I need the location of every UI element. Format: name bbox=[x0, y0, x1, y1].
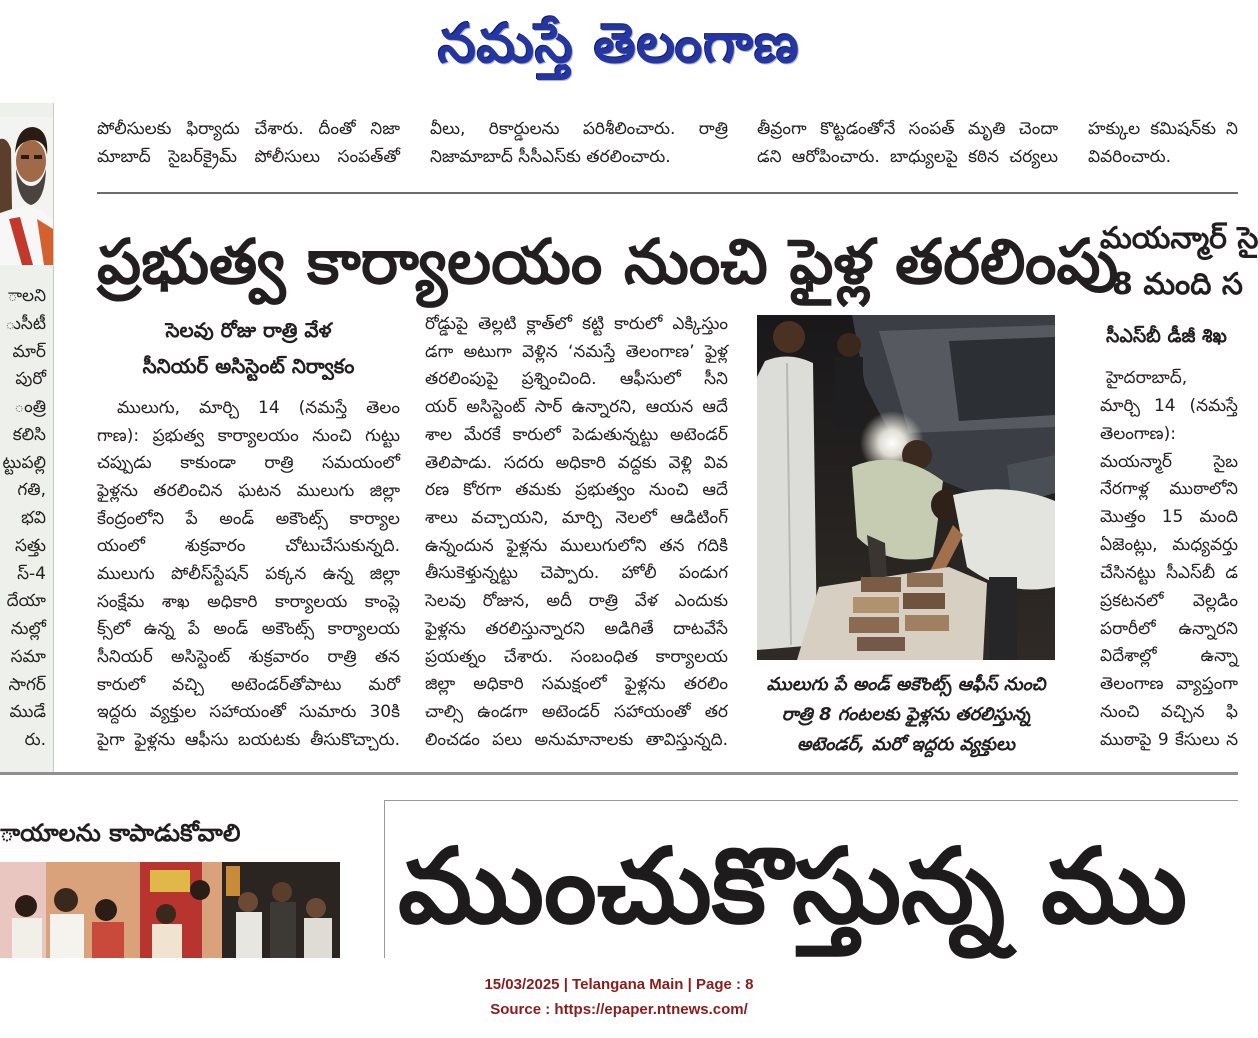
article-line: ఇద్దరు వ్యక్తుల సహాయంతో సుమారు 30కి bbox=[97, 702, 400, 723]
source-url: Source : https://epaper.ntnews.com/ bbox=[490, 1001, 748, 1018]
article-line: చేసినట్టు సీఎస్‌బీ డ bbox=[1100, 562, 1238, 583]
article-line: స్-4 bbox=[17, 563, 46, 584]
article-line: నేరగాళ్ల ముఠాలోని bbox=[1100, 479, 1238, 500]
article-line: ములుగు పోలీస్‌స్టేషన్ పక్కన ఉన్న జిల్లా bbox=[97, 563, 400, 584]
article-line: గతి, bbox=[17, 480, 46, 501]
article-line: శాలు వచ్చాయని, మార్చి నెలలో ఆడిటింగ్ bbox=[425, 508, 728, 529]
article-line: ముఠాపై 9 కేసులు న bbox=[1100, 729, 1238, 750]
article-line: పరారీలో ఉన్నారని bbox=[1100, 618, 1238, 639]
article-column-2 bbox=[425, 311, 728, 755]
dateline: హైదరాబాద్, bbox=[1106, 368, 1188, 388]
sub-headline-line: సీనియర్ అసిస్టెంట్ నిర్వాకం bbox=[142, 354, 355, 378]
top-strip-column-4 bbox=[1088, 115, 1238, 171]
article-line: నుంచి వచ్చిన ఫి bbox=[1100, 702, 1238, 723]
top-strip-column-3 bbox=[757, 115, 1058, 171]
article-line: ప్రయత్నం చేశారు. సంబంధిత కార్యాలయ bbox=[425, 646, 728, 667]
article-line: ఫైళ్లను తరలిస్తున్నారని అడిగితే దాటవేసే bbox=[425, 618, 728, 639]
portrait-photo bbox=[0, 117, 53, 265]
photo-caption-line: ములుగు పే అండ్ అకౌంట్స్ ఆఫీస్ నుంచి bbox=[766, 674, 1046, 695]
article-line: హక్కుల కమిషన్‌కు ని bbox=[1088, 119, 1238, 139]
article-line: ంత్రి bbox=[14, 397, 46, 417]
section-divider bbox=[97, 192, 1238, 194]
article-line: విదేశాల్లో ఉన్నా bbox=[1100, 646, 1238, 667]
article-line: సంక్షేమ శాఖ అధికారి కార్యాలయ కాంప్లె bbox=[97, 591, 400, 612]
article-line: వీలు, రికార్డులను పరిశీలించారు. రాత్రి bbox=[430, 119, 728, 139]
article-line: మాబాద్ సైబర్‌క్రైమ్ పోలీసులు సంపత్‌తో bbox=[97, 147, 400, 167]
masthead-title: నమస్తే తెలంగాణ bbox=[438, 12, 800, 75]
article-line: ఏజెంట్లు, మధ్యవర్తు bbox=[1100, 535, 1238, 556]
article-line: ఉన్నందున ఫైళ్లను ములుగులోని తన గదికి bbox=[425, 535, 728, 556]
article-line: సాగర్ bbox=[8, 674, 46, 695]
side-article-column bbox=[1100, 365, 1238, 755]
article-line: మార్ bbox=[12, 341, 46, 362]
article-line: చాల్సి ఉండగా అటెండర్ సహాయంతో తర bbox=[425, 702, 728, 723]
article-line: శాల మేరకే కారులో పెడుతున్నట్టు అటెండర్ bbox=[425, 424, 728, 445]
article-line: పైగా ఫైళ్లను ఆఫీసు బయటకు తీసుకొచ్చారు. bbox=[97, 729, 400, 750]
article-line: డని ఆరోపించారు. బాధ్యులపై కఠిన చర్యలు bbox=[757, 147, 1058, 167]
article-line: యర్ అసిస్టెంట్ సార్ ఉన్నారని, ఆయన ఆదే bbox=[425, 397, 728, 418]
side-headline-line: 8 మంది స bbox=[1112, 267, 1243, 302]
section-divider bbox=[0, 772, 1238, 775]
main-headline: ప్రభుత్వ కార్యాలయం నుంచి ఫైళ్ల తరలింపు bbox=[97, 225, 1119, 298]
article-line: దేయా bbox=[6, 591, 46, 612]
article-line: కలిసి bbox=[12, 424, 46, 445]
article-line: రణ కోరగా తమకు ప్రభుత్వం నుంచి ఆదే bbox=[425, 480, 728, 501]
news-photo bbox=[757, 315, 1055, 660]
article-line: తెలంగాణ): bbox=[1100, 423, 1176, 444]
article-line: సెలవు రోజున, అదీ రాత్రి వేళ ఎందుకు bbox=[425, 591, 728, 612]
article-line: సత్తు bbox=[14, 535, 46, 556]
article-line: ాలని bbox=[7, 286, 46, 306]
article-line: మయన్మార్ సైబ bbox=[1100, 451, 1238, 472]
article-line: పోలీసులకు ఫిర్యాదు చేశారు. దీంతో నిజా bbox=[97, 119, 400, 139]
article-line: చప్పుడు కాకుండా రాత్రి సమయంలో bbox=[97, 453, 400, 474]
article-line: ప్రకటనలో వెల్లడిం bbox=[1100, 590, 1238, 611]
article-line: యంలో శుక్రవారం చోటుచేసుకున్నది. bbox=[97, 536, 400, 557]
article-line: పురో bbox=[15, 369, 46, 390]
article-line: తెలంగాణ వ్యాప్తంగా bbox=[1100, 674, 1238, 695]
article-line: క్స్‌లో ఉన్న పే అండ్ అకౌంట్స్ కార్యాలయ bbox=[97, 619, 400, 640]
article-line: ట్టుపల్లి bbox=[2, 452, 46, 473]
side-subheadline: సీఎస్‌బీ డీజీ శిఖ bbox=[1106, 325, 1227, 347]
article-line: నిజామాబాద్ సీసీఎస్‌కు తరలించారు. bbox=[430, 147, 671, 167]
article-line: వివరించారు. bbox=[1088, 147, 1171, 167]
person-background bbox=[835, 333, 863, 429]
article-line: గాణ): ప్రభుత్వ కార్యాలయం నుంచి గుట్టు bbox=[97, 425, 400, 446]
article-line: సీనియర్ అసిస్టెంట్ శుక్రవారం రాత్రి తన bbox=[97, 646, 400, 667]
dateline: ములుగు, మార్చి 14 (నమస్తే తెలం bbox=[117, 398, 400, 418]
article-line: తరలింపుపై ప్రశ్నించింది. ఆఫీసులో సీని bbox=[425, 369, 728, 390]
article-line: లించడం పలు అనుమానాలకు తావిస్తున్నది. bbox=[425, 729, 728, 750]
bottom-left-headline: ాయాలను కాపాడుకోవాలి bbox=[0, 819, 241, 847]
article-line: రు. bbox=[24, 730, 46, 750]
article-line: తీవ్రంగా కొట్టడంతోనే సంపత్ మృతి చెందా bbox=[757, 119, 1058, 139]
article-line: తీసుకెళ్తున్నట్టు చెప్పారు. హోలీ పండుగ bbox=[425, 563, 728, 584]
side-headline-line: మయన్మార్ సై bbox=[1100, 221, 1258, 256]
article-column-1 bbox=[97, 395, 400, 755]
edition-info: 15/03/2025 | Telangana Main | Page : 8 bbox=[484, 976, 754, 993]
article-line: ుసీటీ bbox=[5, 313, 46, 334]
top-strip-column-2 bbox=[430, 115, 728, 171]
article-line: ఫైళ్లను తరలించిన ఘటన ములుగు జిల్లా bbox=[97, 480, 400, 501]
left-strip-text bbox=[0, 283, 46, 755]
article-line: నుల్లో bbox=[10, 619, 46, 639]
photo-caption-line: అటెండర్, మరో ఇద్దరు వ్యక్తులు bbox=[796, 734, 1016, 755]
sub-headline-line: సెలవు రోజు రాత్రి వేళ bbox=[165, 318, 332, 342]
sub-headline bbox=[97, 312, 400, 384]
article-line: మొత్తం 15 మంది bbox=[1100, 507, 1238, 528]
article-line: భవి bbox=[21, 508, 46, 528]
top-strip-column-1 bbox=[97, 115, 400, 171]
article-line: కారులో వచ్చి అటెండర్‌తోపాటు మరో bbox=[97, 674, 400, 695]
article-line: తెలిపాడు. సదరు అధికారి వద్దకు వెళ్లి వివ bbox=[425, 452, 728, 473]
temple-photo bbox=[0, 862, 340, 958]
photo-caption-line: రాత్రి 8 గంటలకు ఫైళ్లను తరలిస్తున్న bbox=[781, 704, 1031, 725]
bottom-right-article-box bbox=[384, 800, 1238, 958]
photo-caption bbox=[757, 670, 1055, 760]
article-line: డగా అటుగా వెళ్లిన ‘నమస్తే తెలంగాణ’ ఫైళ్ల bbox=[425, 341, 728, 362]
article-line: సమా bbox=[10, 646, 46, 667]
article-line: ముడే bbox=[9, 702, 46, 723]
article-line: జిల్లా అధికారి సమక్షంలో ఫైళ్లను తరలిం bbox=[425, 674, 728, 695]
article-line: కేంద్రంలోని పే అండ్ అకౌంట్స్ కార్యాల bbox=[97, 508, 400, 529]
person-standing-left bbox=[757, 321, 817, 650]
article-line: రోడ్డుపై తెల్లటి క్లాత్‌లో కట్టి కారులో ఎక్కిస్తుం bbox=[425, 314, 728, 334]
article-line: మార్చి 14 (నమస్తే bbox=[1100, 395, 1238, 416]
bottom-right-headline: ముంచుకొస్తున్న ము bbox=[398, 825, 1188, 947]
